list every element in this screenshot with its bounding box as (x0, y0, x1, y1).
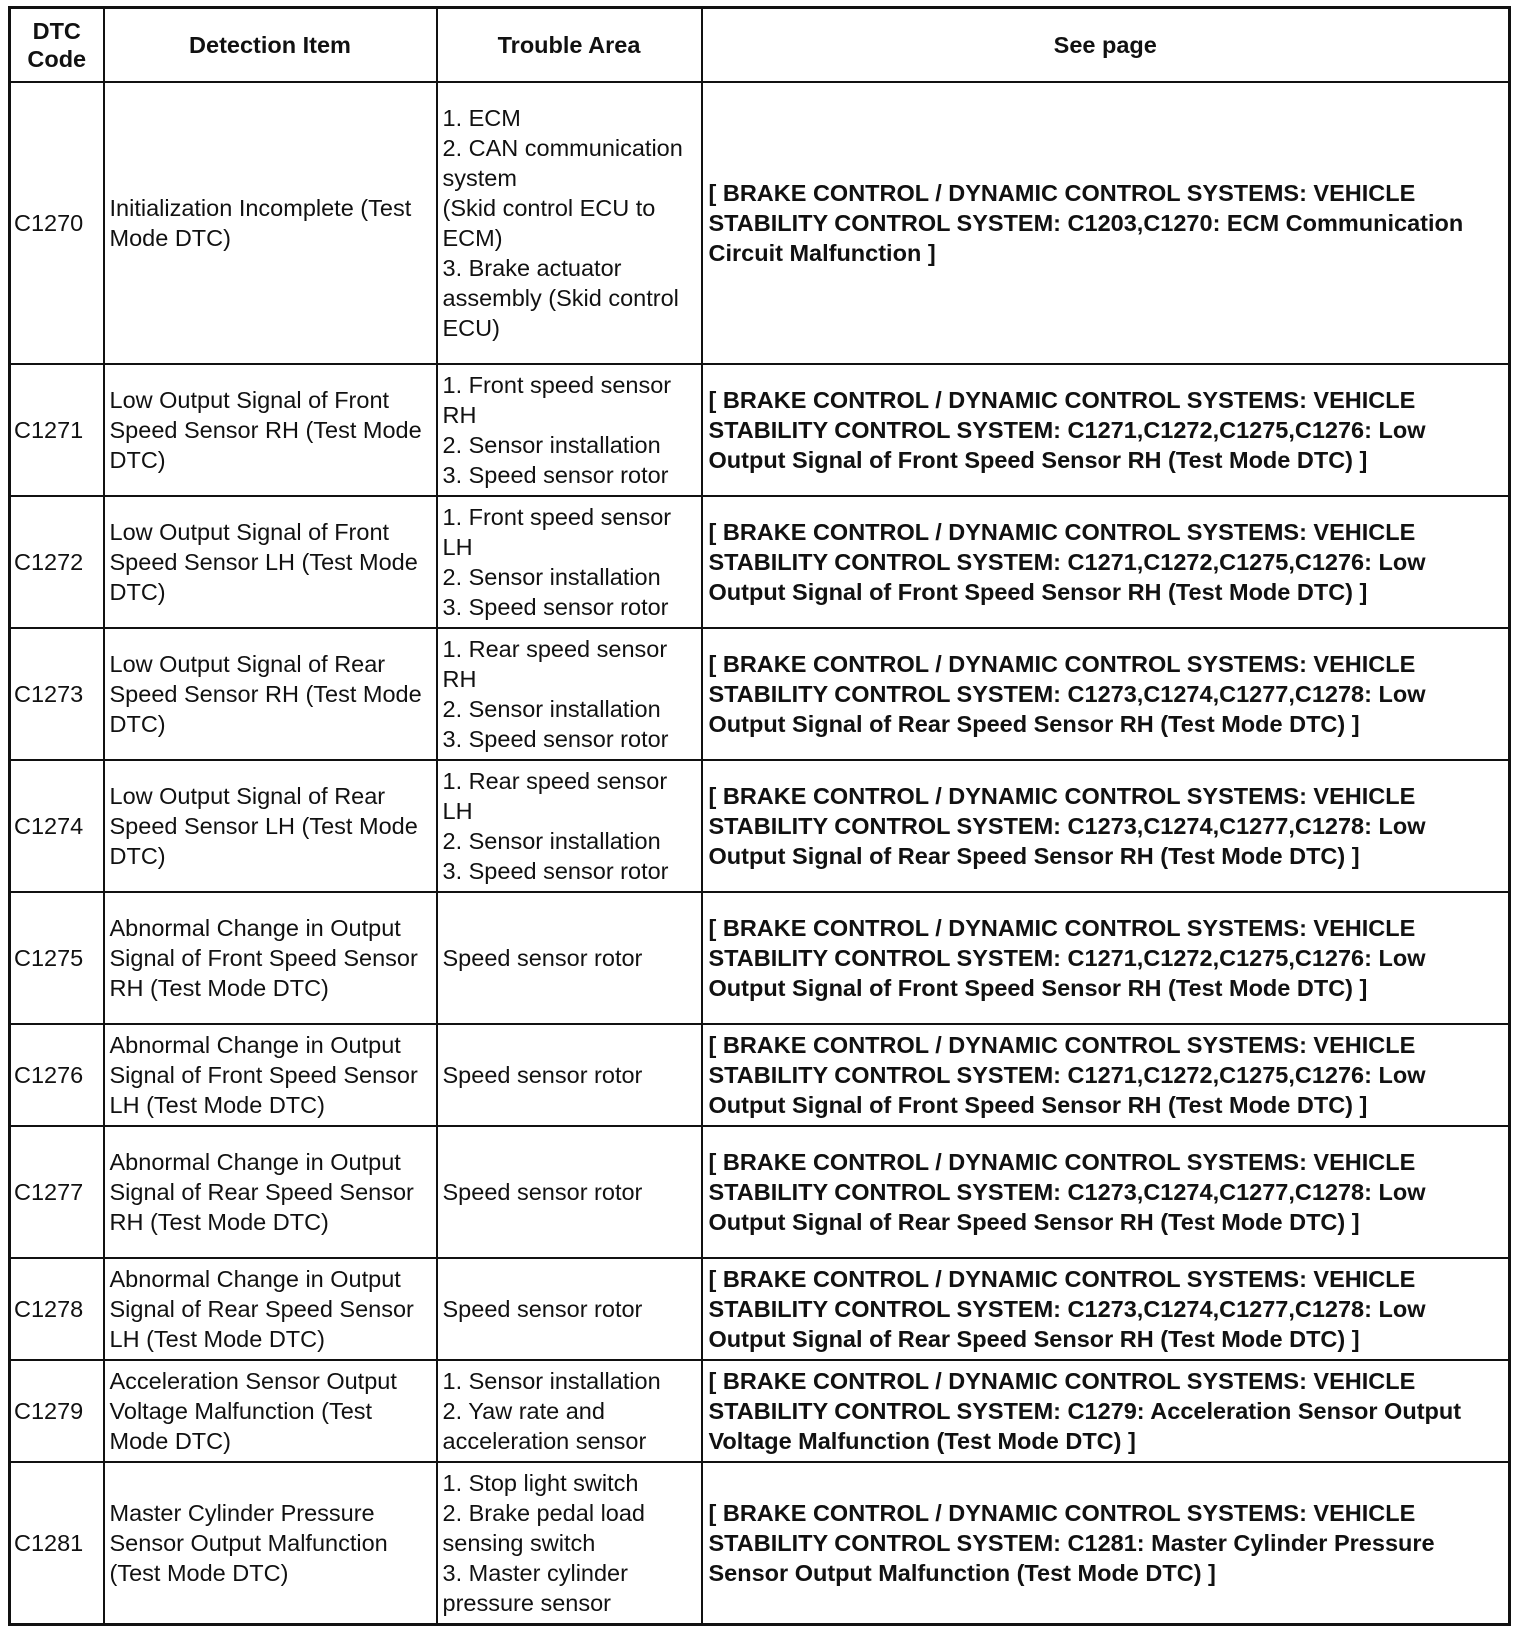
dtc-code: C1274 (10, 760, 104, 892)
detection-item: Low Output Signal of Rear Speed Sensor LH (Test Mode DTC) (104, 760, 437, 892)
table-row (10, 82, 1510, 364)
table-row (10, 1024, 1510, 1126)
see-page-link[interactable]: [ BRAKE CONTROL / DYNAMIC CONTROL SYSTEMS: VEHICLE STABILITY CONTROL SYSTEM: C1279: Acceleration Sensor Output Voltage Malfunction (Test Mode DTC) ] (702, 1360, 1510, 1462)
trouble-area: 1. Front speed sensor LH 2. Sensor installation 3. Speed sensor rotor (437, 496, 702, 628)
table-row (10, 364, 1510, 496)
see-page-link[interactable]: [ BRAKE CONTROL / DYNAMIC CONTROL SYSTEMS: VEHICLE STABILITY CONTROL SYSTEM: C1271,C1272,C1275,C1276: Low Output Signal of Front Speed Sensor RH (Test Mode DTC) ] (702, 364, 1510, 496)
dtc-code: C1281 (10, 1462, 104, 1624)
see-page-link[interactable]: [ BRAKE CONTROL / DYNAMIC CONTROL SYSTEMS: VEHICLE STABILITY CONTROL SYSTEM: C1273,C1274,C1277,C1278: Low Output Signal of Rear Speed Sensor RH (Test Mode DTC) ] (702, 628, 1510, 760)
header-trouble-area: Trouble Area (437, 8, 702, 83)
trouble-area: 1. Stop light switch 2. Brake pedal load sensing switch 3. Master cylinder pressure sensor (437, 1462, 702, 1624)
detection-item: Master Cylinder Pressure Sensor Output Malfunction (Test Mode DTC) (104, 1462, 437, 1624)
trouble-area: 1. Front speed sensor RH 2. Sensor installation 3. Speed sensor rotor (437, 364, 702, 496)
trouble-area: 1. Rear speed sensor LH 2. Sensor installation 3. Speed sensor rotor (437, 760, 702, 892)
dtc-code: C1272 (10, 496, 104, 628)
detection-item: Abnormal Change in Output Signal of Front Speed Sensor LH (Test Mode DTC) (104, 1024, 437, 1126)
detection-item: Abnormal Change in Output Signal of Rear Speed Sensor RH (Test Mode DTC) (104, 1126, 437, 1258)
trouble-area: 1. Sensor installation 2. Yaw rate and acceleration sensor (437, 1360, 702, 1462)
trouble-area: Speed sensor rotor (437, 1258, 702, 1360)
detection-item: Low Output Signal of Front Speed Sensor LH (Test Mode DTC) (104, 496, 437, 628)
header-detection-item: Detection Item (104, 8, 437, 83)
see-page-link[interactable]: [ BRAKE CONTROL / DYNAMIC CONTROL SYSTEMS: VEHICLE STABILITY CONTROL SYSTEM: C1271,C1272,C1275,C1276: Low Output Signal of Front Speed Sensor RH (Test Mode DTC) ] (702, 892, 1510, 1024)
header-row (10, 8, 1510, 83)
table-row (10, 892, 1510, 1024)
trouble-area: Speed sensor rotor (437, 1126, 702, 1258)
dtc-table (8, 6, 1511, 1626)
dtc-code: C1275 (10, 892, 104, 1024)
detection-item: Abnormal Change in Output Signal of Front Speed Sensor RH (Test Mode DTC) (104, 892, 437, 1024)
dtc-code: C1276 (10, 1024, 104, 1126)
detection-item: Low Output Signal of Rear Speed Sensor RH (Test Mode DTC) (104, 628, 437, 760)
trouble-area: Speed sensor rotor (437, 892, 702, 1024)
table-row (10, 496, 1510, 628)
table-row (10, 1258, 1510, 1360)
see-page-link[interactable]: [ BRAKE CONTROL / DYNAMIC CONTROL SYSTEMS: VEHICLE STABILITY CONTROL SYSTEM: C1203,C1270: ECM Communication Circuit Malfunction ] (702, 82, 1510, 364)
header-dtc-code: DTC Code (10, 8, 104, 83)
header-see-page: See page (702, 8, 1510, 83)
see-page-link[interactable]: [ BRAKE CONTROL / DYNAMIC CONTROL SYSTEMS: VEHICLE STABILITY CONTROL SYSTEM: C1273,C1274,C1277,C1278: Low Output Signal of Rear Speed Sensor RH (Test Mode DTC) ] (702, 760, 1510, 892)
dtc-code: C1277 (10, 1126, 104, 1258)
table-row (10, 1126, 1510, 1258)
table-row (10, 628, 1510, 760)
dtc-code: C1270 (10, 82, 104, 364)
detection-item: Abnormal Change in Output Signal of Rear Speed Sensor LH (Test Mode DTC) (104, 1258, 437, 1360)
trouble-area: 1. Rear speed sensor RH 2. Sensor installation 3. Speed sensor rotor (437, 628, 702, 760)
trouble-area: Speed sensor rotor (437, 1024, 702, 1126)
table-row (10, 760, 1510, 892)
table-row (10, 1360, 1510, 1462)
see-page-link[interactable]: [ BRAKE CONTROL / DYNAMIC CONTROL SYSTEMS: VEHICLE STABILITY CONTROL SYSTEM: C1271,C1272,C1275,C1276: Low Output Signal of Front Speed Sensor RH (Test Mode DTC) ] (702, 1024, 1510, 1126)
see-page-link[interactable]: [ BRAKE CONTROL / DYNAMIC CONTROL SYSTEMS: VEHICLE STABILITY CONTROL SYSTEM: C1281: Master Cylinder Pressure Sensor Output Malfunction (Test Mode DTC) ] (702, 1462, 1510, 1624)
detection-item: Low Output Signal of Front Speed Sensor RH (Test Mode DTC) (104, 364, 437, 496)
see-page-link[interactable]: [ BRAKE CONTROL / DYNAMIC CONTROL SYSTEMS: VEHICLE STABILITY CONTROL SYSTEM: C1271,C1272,C1275,C1276: Low Output Signal of Front Speed Sensor RH (Test Mode DTC) ] (702, 496, 1510, 628)
see-page-link[interactable]: [ BRAKE CONTROL / DYNAMIC CONTROL SYSTEMS: VEHICLE STABILITY CONTROL SYSTEM: C1273,C1274,C1277,C1278: Low Output Signal of Rear Speed Sensor RH (Test Mode DTC) ] (702, 1126, 1510, 1258)
detection-item: Acceleration Sensor Output Voltage Malfunction (Test Mode DTC) (104, 1360, 437, 1462)
dtc-code: C1278 (10, 1258, 104, 1360)
table-row (10, 1462, 1510, 1624)
dtc-code: C1279 (10, 1360, 104, 1462)
trouble-area: 1. ECM 2. CAN communication system (Skid control ECU to ECM) 3. Brake actuator assembly (Skid control ECU) (437, 82, 702, 364)
detection-item: Initialization Incomplete (Test Mode DTC) (104, 82, 437, 364)
see-page-link[interactable]: [ BRAKE CONTROL / DYNAMIC CONTROL SYSTEMS: VEHICLE STABILITY CONTROL SYSTEM: C1273,C1274,C1277,C1278: Low Output Signal of Rear Speed Sensor RH (Test Mode DTC) ] (702, 1258, 1510, 1360)
dtc-code: C1273 (10, 628, 104, 760)
dtc-code: C1271 (10, 364, 104, 496)
